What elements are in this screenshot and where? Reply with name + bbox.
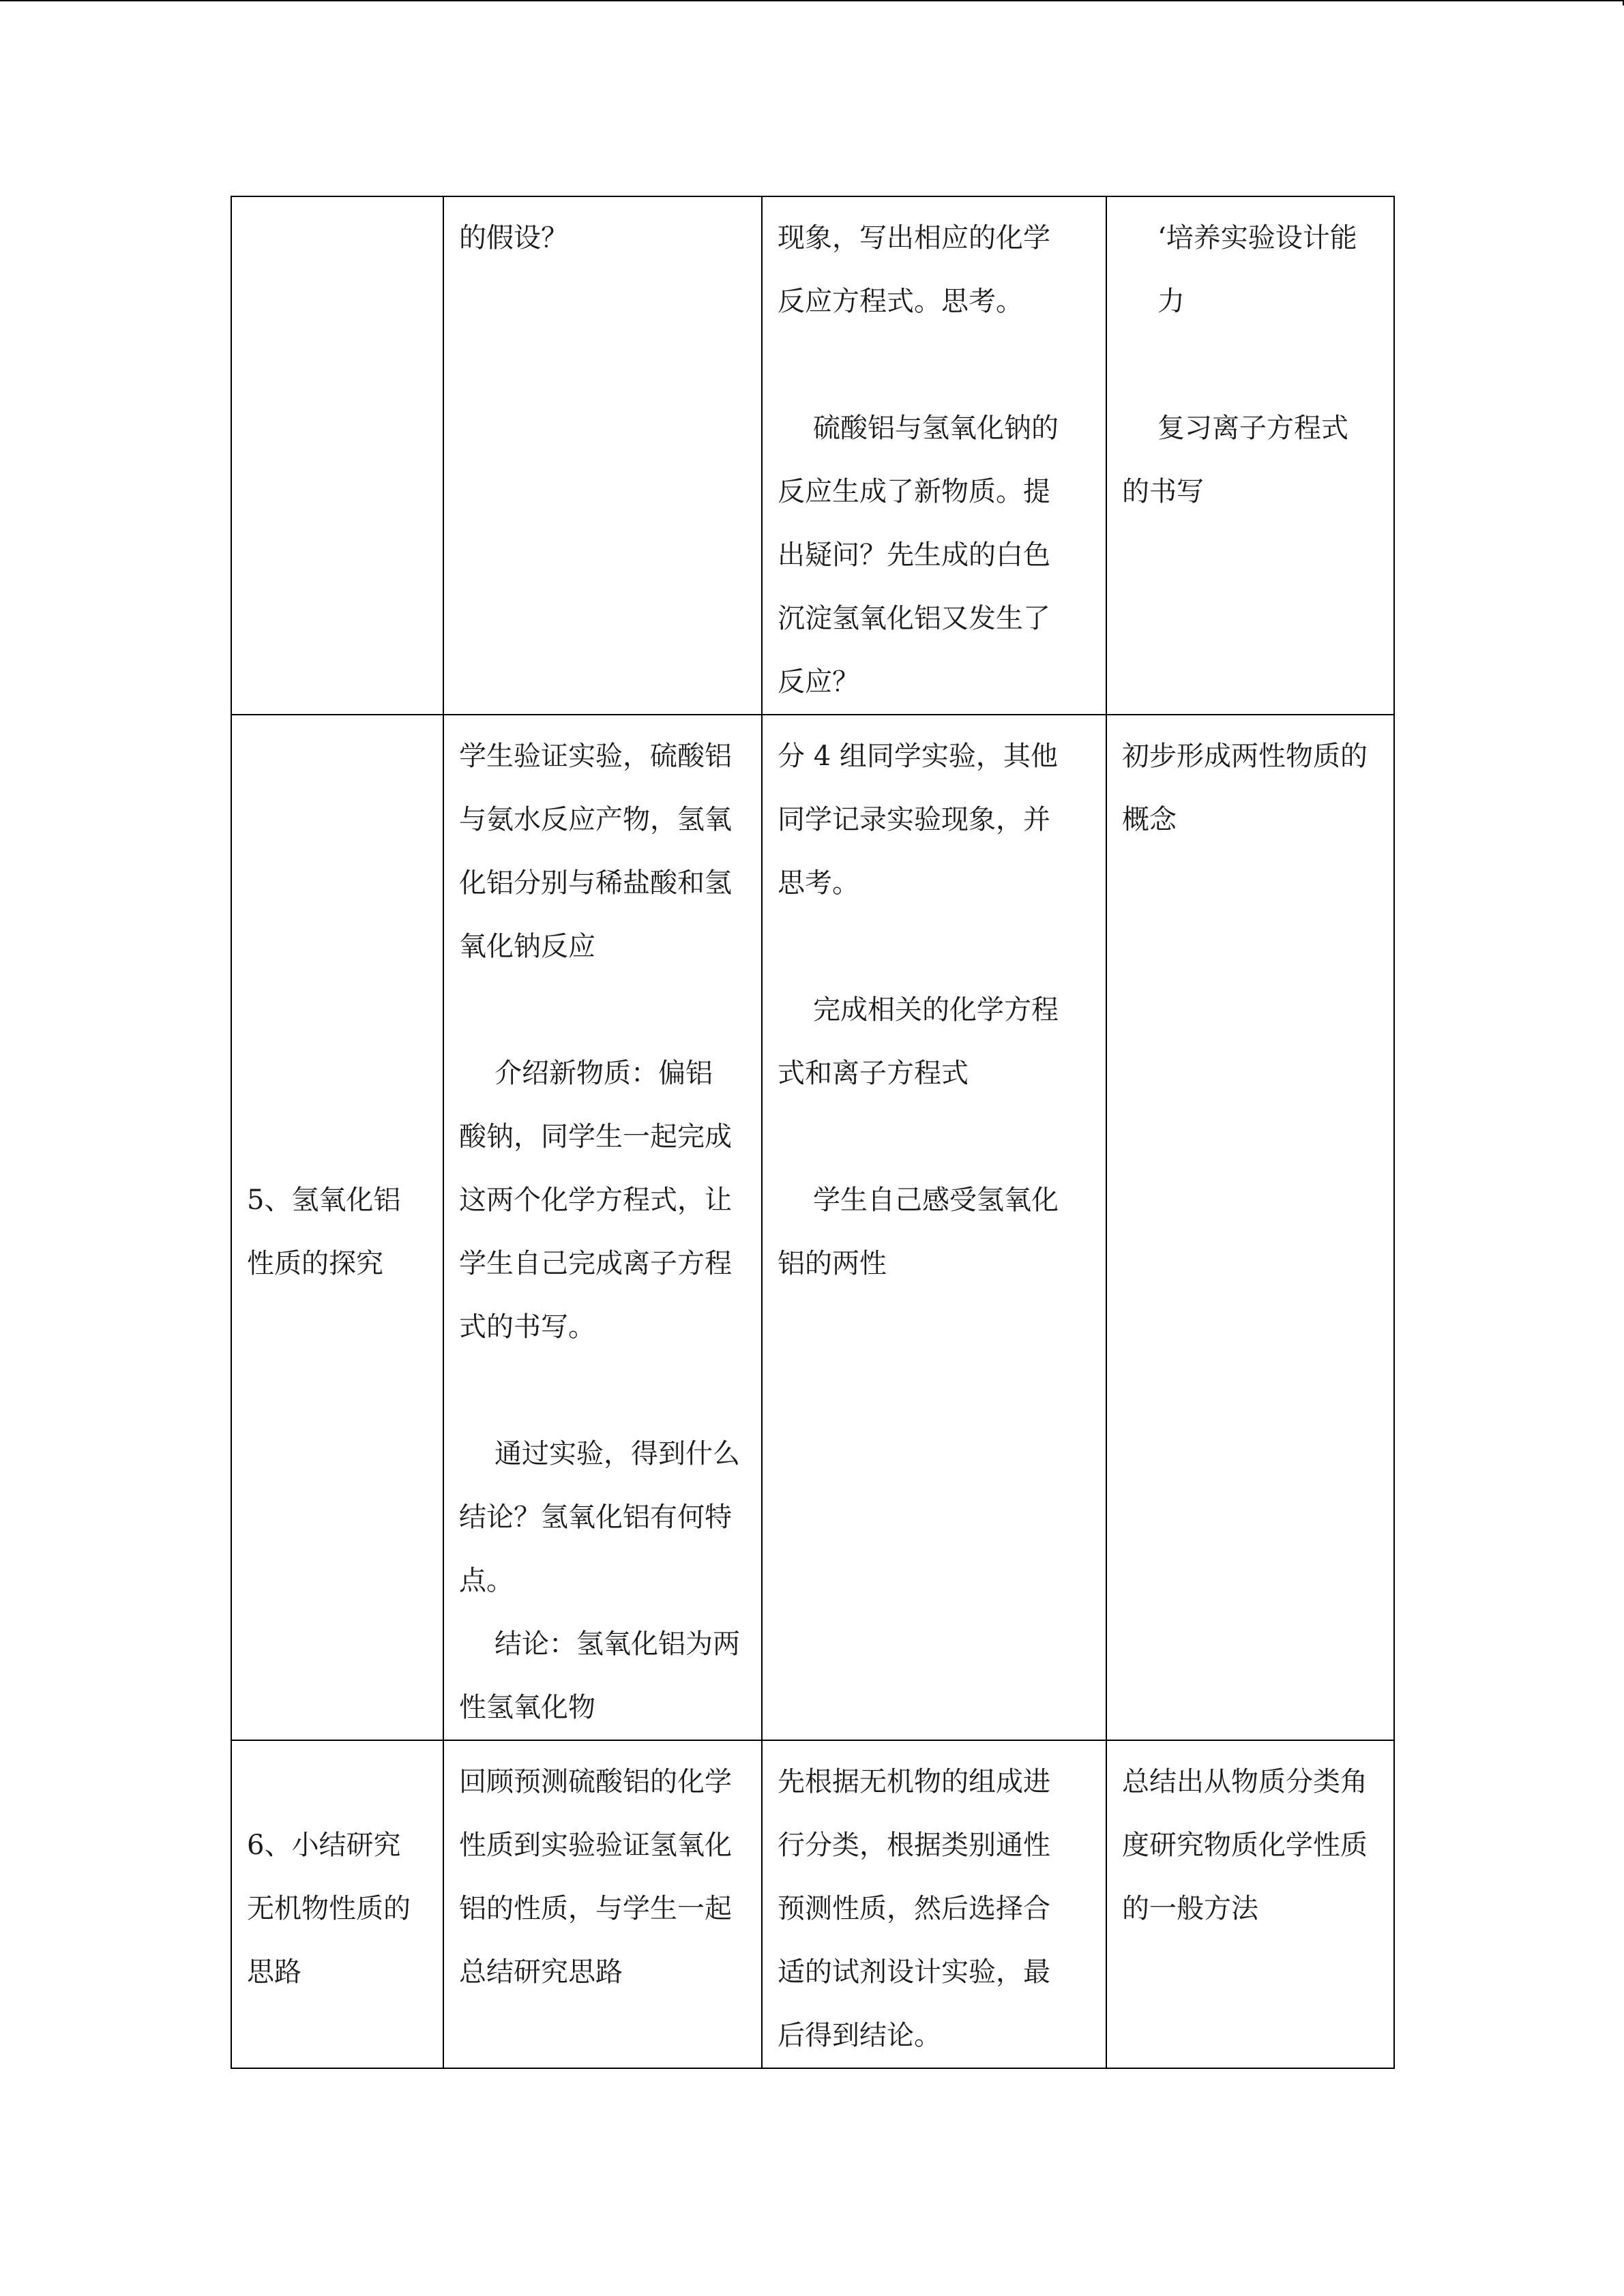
cell-text-line: ‘培养实验设计能 [1157, 222, 1357, 254]
line-gap [459, 1359, 746, 1422]
line-gap [778, 915, 1091, 979]
line-gap [459, 979, 746, 1042]
cell-text-line: 总结研究思路 [459, 1956, 623, 1988]
cell-text-line: 学生自己感受氢氧化 [813, 1184, 1059, 1216]
cell-text-line: 复习离子方程式 [1157, 413, 1348, 444]
cell-text-line: 学生自己完成离子方程 [459, 1248, 732, 1279]
stage-cell [231, 196, 443, 715]
cell-text-line: 完成相关的化学方程 [813, 994, 1059, 1026]
cell-text-line: 硫酸铝与氢氧化钠的 [813, 413, 1059, 444]
cell-text-line: 反应生成了新物质。提 [778, 476, 1050, 507]
cell-text-line: 初步形成两性物质的 [1122, 741, 1368, 772]
cell-text-line: 沉淀氢氧化铝又发生了 [778, 603, 1050, 634]
cell-text-line: 酸钠，同学生一起完成 [459, 1121, 732, 1152]
line-gap [778, 1105, 1091, 1169]
cell-text-line: 先根据无机物的组成进 [778, 1766, 1050, 1798]
design-intent-cell [1106, 715, 1394, 1740]
stage-cell [231, 1740, 443, 2068]
cell-text-line: 铝的性质，与学生一起 [459, 1893, 732, 1924]
line-gap [778, 333, 1091, 397]
cell-text-line: 现象，写出相应的化学 [778, 222, 1050, 254]
cell-text-line: 点。 [459, 1565, 514, 1596]
student-activity-cell [762, 715, 1106, 1740]
cell-text-line: 化铝分别与稀盐酸和氢 [459, 867, 732, 899]
cell-text-line: 性氢氧化物 [459, 1692, 595, 1723]
cell-text-line: 适的试剂设计实验，最 [778, 1956, 1050, 1988]
lesson-plan-table [231, 196, 1395, 2069]
cell-text-line: 介绍新物质：偏铝 [494, 1058, 713, 1089]
cell-text-line: 出疑问？先生成的白色 [778, 539, 1050, 571]
cell-text-line: 性质到实验验证氢氧化 [459, 1830, 732, 1861]
cell-text-line: 的书写 [1122, 476, 1204, 507]
design-intent-cell [1106, 196, 1394, 715]
teacher-activity-cell [443, 715, 762, 1740]
cell-text-line: 6、小结研究 [247, 1830, 401, 1861]
cell-text-line: 同学记录实验现象，并 [778, 804, 1050, 835]
cell-text-line: 预测性质，然后选择合 [778, 1893, 1050, 1924]
cell-text-line: 性质的探究 [247, 1248, 383, 1279]
cell-text-line: 反应？ [778, 666, 859, 698]
cell-text-line: 式和离子方程式 [778, 1058, 969, 1089]
cell-text-line: 这两个化学方程式，让 [459, 1184, 732, 1216]
cell-text-line: 结论：氢氧化铝为两 [494, 1628, 740, 1660]
student-activity-cell [762, 1740, 1106, 2068]
teacher-activity-cell [443, 196, 762, 715]
cell-text-line: 概念 [1122, 804, 1177, 835]
table-row [231, 1740, 1394, 2068]
cell-text-line: 的假设？ [459, 222, 568, 254]
cell-text-line: 无机物性质的 [247, 1893, 411, 1924]
cell-text-line: 度研究物质化学性质 [1122, 1830, 1368, 1861]
cell-text-line: 与氨水反应产物，氢氧 [459, 804, 732, 835]
page-top-rule [0, 0, 1624, 1]
cell-text-line: 回顾预测硫酸铝的化学 [459, 1766, 732, 1798]
cell-text-line: 结论？氢氧化铝有何特 [459, 1502, 732, 1533]
table-row [231, 196, 1394, 715]
cell-text-line: 氧化钠反应 [459, 931, 595, 962]
cell-text-line: 5、氢氧化铝 [247, 1184, 401, 1216]
cell-text-line: 学生验证实验，硫酸铝 [459, 741, 732, 772]
cell-text-line: 反应方程式。思考。 [778, 286, 1023, 317]
cell-text-line: 分 4 组同学实验，其他 [778, 741, 1058, 772]
cell-text-line: 通过实验，得到什么 [494, 1438, 740, 1470]
cell-text-line: 的一般方法 [1122, 1893, 1258, 1924]
line-gap [1122, 333, 1378, 397]
cell-text-line: 铝的两性 [778, 1248, 887, 1279]
teacher-activity-cell [443, 1740, 762, 2068]
table-row [231, 715, 1394, 1740]
cell-text-line: 后得到结论。 [778, 2020, 941, 2051]
cell-text-line: 式的书写。 [459, 1311, 595, 1343]
cell-text-line: 思考。 [778, 867, 859, 899]
stage-cell [231, 715, 443, 1740]
cell-text-line: 行分类，根据类别通性 [778, 1830, 1050, 1861]
student-activity-cell [762, 196, 1106, 715]
cell-text-line: 思路 [247, 1956, 301, 1988]
design-intent-cell [1106, 1740, 1394, 2068]
cell-text-line: 力 [1157, 286, 1185, 317]
cell-text-line: 总结出从物质分类角 [1122, 1766, 1368, 1798]
